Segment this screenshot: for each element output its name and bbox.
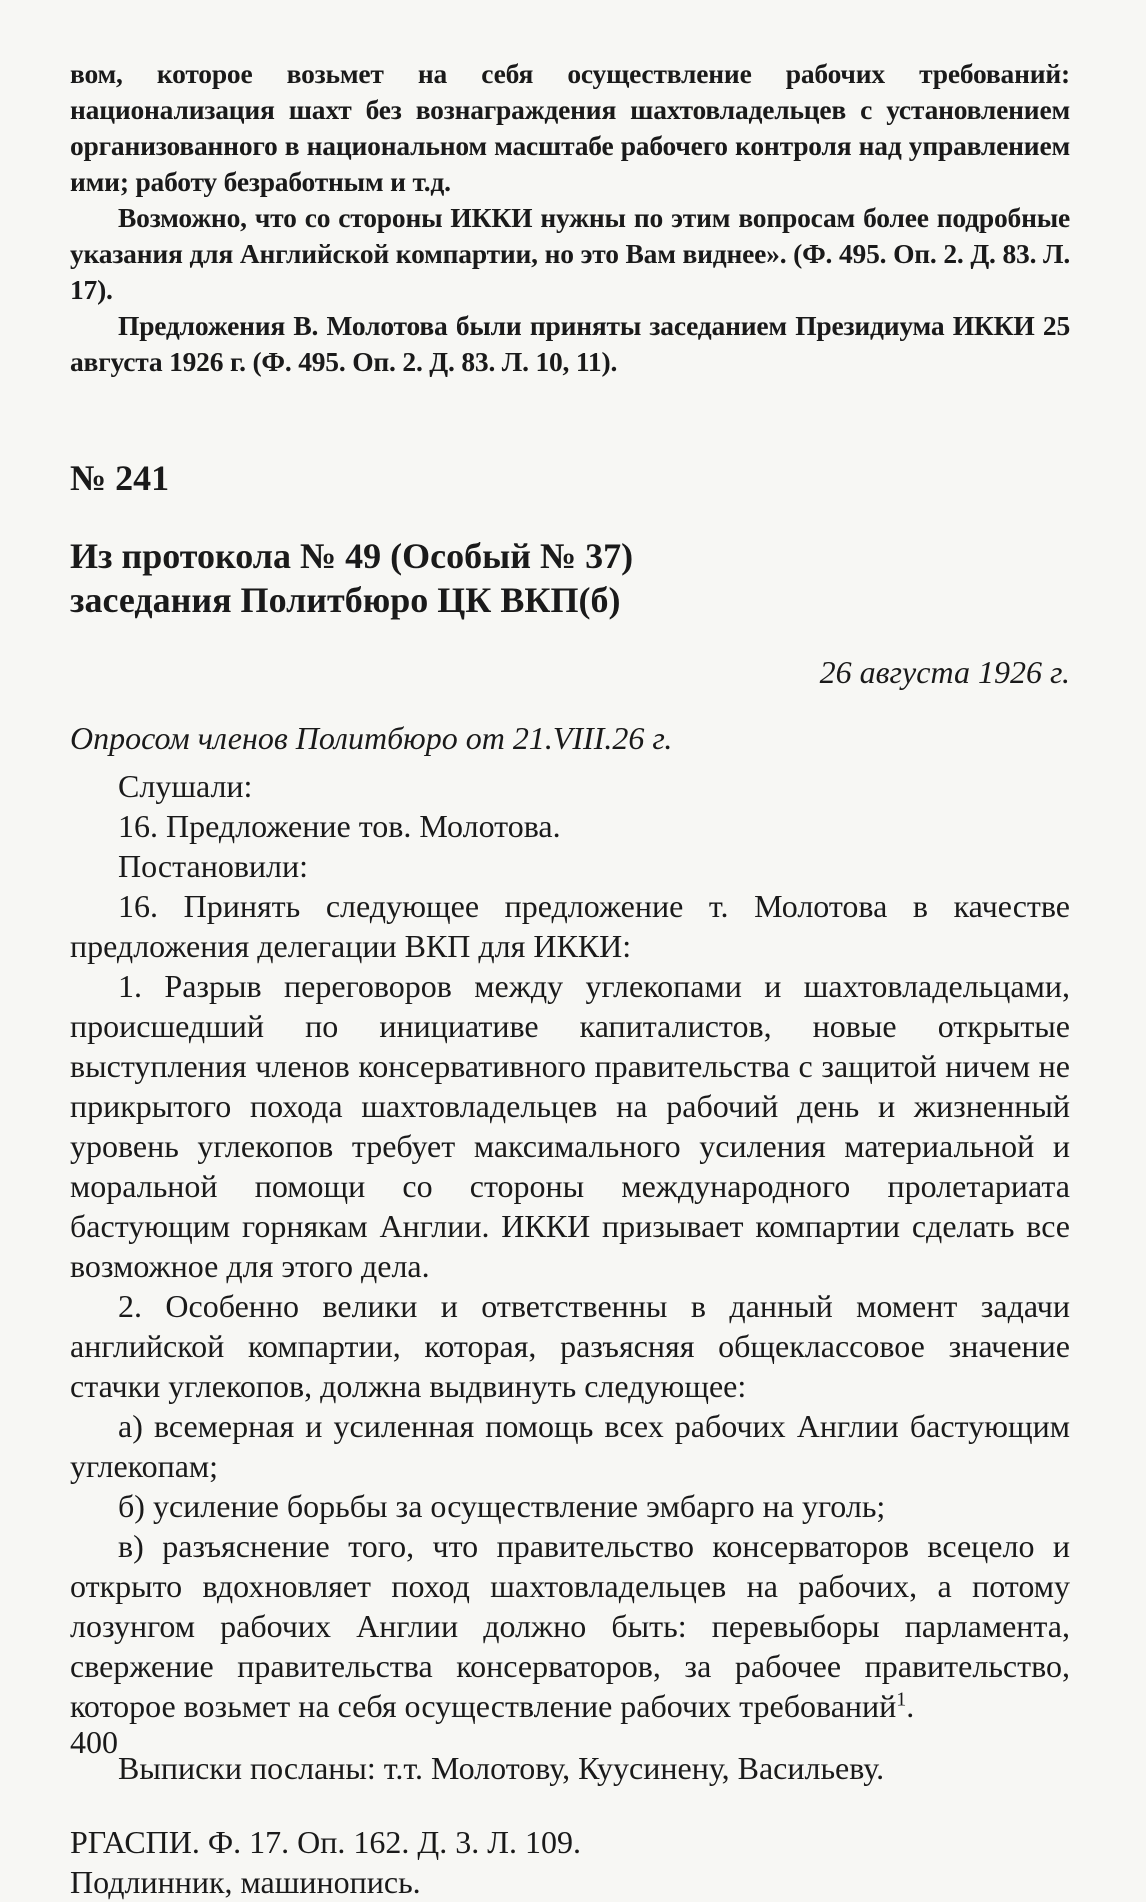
archive-type: Подлинник, машинопись.: [70, 1864, 421, 1900]
page-number: 400: [70, 1724, 118, 1760]
archive-source: РГАСПИ. Ф. 17. Оп. 162. Д. 3. Л. 109.: [70, 1824, 581, 1860]
preceding-paragraph-2: Возможно, что со стороны ИККИ нужны по этим вопросам более подробные указания для Английской компартии, но это Вам виднее». (Ф. 495. Оп. 2. Д. 83. Л. 17).: [70, 202, 1070, 305]
document-number: № 241: [70, 458, 170, 498]
preceding-paragraph-1: вом, которое возьмет на себя осуществление рабочих требований: национализация шахт без вознаграждения шахтовладельцев с установлением организованного в национальном масштабе рабочего контроля над управлением ими; работу безработным и т.д.: [70, 58, 1070, 197]
document-date: 26 августа 1926 г.: [819, 654, 1070, 690]
document-method: Опросом членов Политбюро от 21.VIII.26 г.: [70, 720, 673, 756]
point-1: 1. Разрыв переговоров между углекопами и шахтовладельцами, происшедший по инициативе капиталистов, новые открытые выступления членов консервативного правительства с защитой ничем не прикрытого похода шахтовладельцев на рабочий день и жизненный уровень углекопов требует максимального усиления материальной и моральной помощи со стороны международного пролетариата бастующим горнякам Англии. ИККИ призывает компартии сделать все возможное для этого дела.: [70, 968, 1070, 1284]
footnote-reference: 1: [896, 1688, 907, 1711]
preceding-text-block: [70, 56, 1070, 380]
preceding-paragraph-3: Предложения В. Молотова были приняты заседанием Президиума ИККИ 25 августа 1926 г. (Ф. 495. Оп. 2. Д. 83. Л. 10, 11).: [70, 310, 1070, 377]
resolved-label: Постановили:: [118, 848, 309, 884]
heard-item: 16. Предложение тов. Молотова.: [118, 808, 561, 844]
protocol-body: [70, 766, 1070, 1788]
point-2: 2. Особенно велики и ответственны в данный момент задачи английской компартии, которая, разъясняя общеклассовое значение стачки углекопов, должна выдвинуть следующее:: [70, 1288, 1070, 1404]
heard-label: Слушали:: [118, 768, 253, 804]
point-2b: б) усиление борьбы за осуществление эмбарго на уголь;: [118, 1488, 886, 1524]
point-2c: [70, 1526, 1070, 1726]
point-2c-end: .: [906, 1688, 915, 1724]
resolved-item: 16. Принять следующее предложение т. Молотова в качестве предложения делегации ВКП для ИККИ:: [70, 888, 1070, 964]
point-2a: а) всемерная и усиленная помощь всех рабочих Англии бастующим углекопам;: [70, 1408, 1070, 1484]
sent-to: Выписки посланы: т.т. Молотову, Куусинену, Васильеву.: [118, 1750, 885, 1786]
document-title: Из протокола № 49 (Особый № 37) заседания Политбюро ЦК ВКП(б): [70, 536, 634, 620]
document-page: [70, 56, 1070, 1902]
point-2c-text: в) разъяснение того, что правительство консерваторов всецело и открыто вдохновляет поход шахтовладельцев на рабочих, а потому лозунгом рабочих Англии должно быть: перевыборы парламента, свержение правительства консерваторов, за рабочее правительство, которое возьмет на себя осуществление рабочих требований: [70, 1528, 1070, 1724]
archive-reference: [70, 1822, 1070, 1902]
